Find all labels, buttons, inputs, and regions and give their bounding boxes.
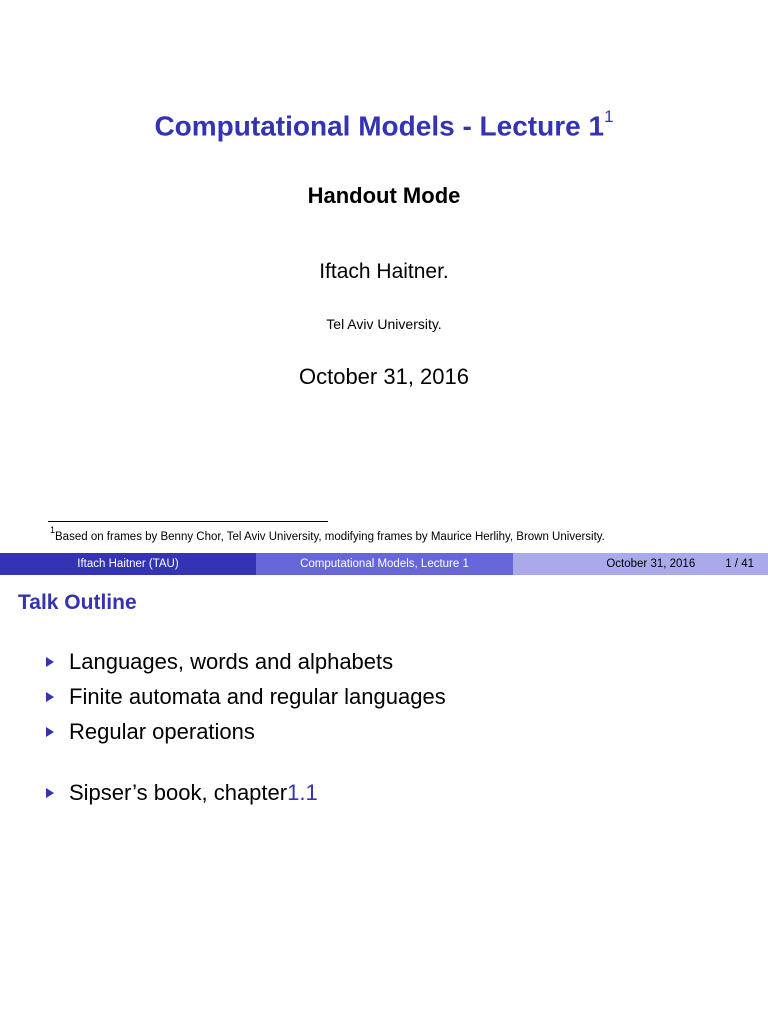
slide-title bbox=[0, 107, 768, 142]
outline-item bbox=[46, 679, 446, 714]
outline-item bbox=[46, 644, 446, 679]
slide-title-text: Computational Models - Lecture 1 bbox=[154, 110, 605, 142]
reference-text: Sipser’s book, chapter bbox=[69, 779, 288, 805]
outline-item-reference bbox=[46, 775, 446, 810]
outline-item-text: Languages, words and alphabets bbox=[69, 648, 394, 674]
triangle-bullet-icon bbox=[46, 692, 54, 702]
outline-slide bbox=[0, 576, 768, 1024]
title-footnote-mark[interactable]: 1 bbox=[604, 107, 614, 126]
triangle-bullet-icon bbox=[46, 727, 54, 737]
triangle-bullet-icon bbox=[46, 657, 54, 667]
author-name: Iftach Haitner. bbox=[319, 260, 449, 283]
footnote-divider bbox=[48, 521, 328, 522]
outline-list bbox=[46, 644, 446, 810]
slide-subtitle: Handout Mode bbox=[307, 183, 461, 208]
footline bbox=[0, 553, 768, 575]
institute: Tel Aviv University. bbox=[326, 316, 442, 332]
outline-item-text: Finite automata and regular languages bbox=[69, 683, 446, 709]
lecture-date: October 31, 2016 bbox=[298, 364, 469, 389]
footline-date-page bbox=[513, 553, 768, 575]
footnote-text: Based on frames by Benny Chor, Tel Aviv University, modifying frames by Maurice Herlihy, Brown University. bbox=[55, 530, 605, 543]
footline-title: Computational Models, Lecture 1 bbox=[256, 553, 513, 575]
footnote-mark: 1 bbox=[50, 525, 56, 535]
outline-item-text: Regular operations bbox=[69, 718, 255, 744]
triangle-bullet-icon bbox=[46, 788, 54, 798]
footline-date: October 31, 2016 bbox=[606, 558, 696, 570]
footline-page-number: 1 / 41 bbox=[725, 558, 754, 570]
footline-author: Iftach Haitner (TAU) bbox=[0, 553, 256, 575]
chapter-link[interactable]: 1.1 bbox=[287, 779, 318, 805]
footnote bbox=[50, 527, 605, 543]
frame-title: Talk Outline bbox=[18, 591, 137, 614]
outline-item bbox=[46, 714, 446, 749]
